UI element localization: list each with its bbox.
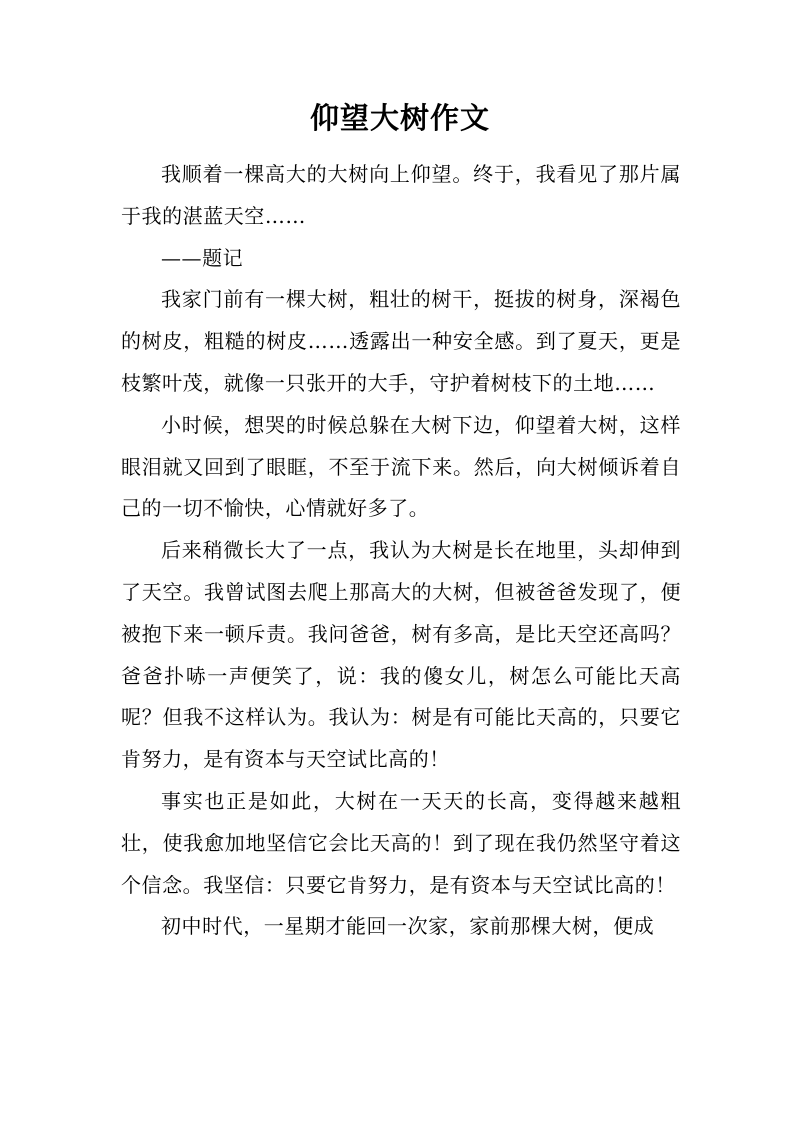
- paragraph-1: 我顺着一棵高大的大树向上仰望。终于，我看见了那片属于我的湛蓝天空……: [121, 162, 681, 228]
- paragraph-3: 小时候，想哭的时候总躲在大树下边，仰望着大树，这样眼泪就又回到了眼眶，不至于流下来。然后，向大树倾诉着自己的一切不愉快，心情就好多了。: [121, 412, 681, 521]
- paragraph-4: 后来稍微长大了一点，我认为大树是长在地里，头却伸到了天空。我曾试图去爬上那高大的大树，但被爸爸发现了，便被抱下来一顿斥责。我问爸爸，树有多高，是比天空还高吗？爸爸扑哧一声便笑了，说：我的傻女儿，树怎么可能比天高呢？但我不这样认为。我认为：树是有可能比天高的，只要它肯努力，是有资本与天空试比高的！: [121, 538, 681, 772]
- paragraph-epigraph: ——题记: [161, 245, 244, 270]
- paragraph-5: 事实也正是如此，大树在一天天的长高，变得越来越粗壮，使我愈加地坚信它会比天高的！到了现在我仍然坚守着这个信念。我坚信：只要它肯努力，是有资本与天空试比高的！: [121, 788, 681, 897]
- paragraph-6: 初中时代，一星期才能回一次家，家前那棵大树，便成: [161, 914, 655, 939]
- page-title: 仰望大树作文: [309, 101, 490, 135]
- article-body: [121, 154, 681, 948]
- paragraph-2: 我家门前有一棵大树，粗壮的树干，挺拔的树身，深褐色的树皮，粗糙的树皮……透露出一种安全感。到了夏天，更是枝繁叶茂，就像一只张开的大手，守护着树枝下的土地……: [121, 287, 681, 395]
